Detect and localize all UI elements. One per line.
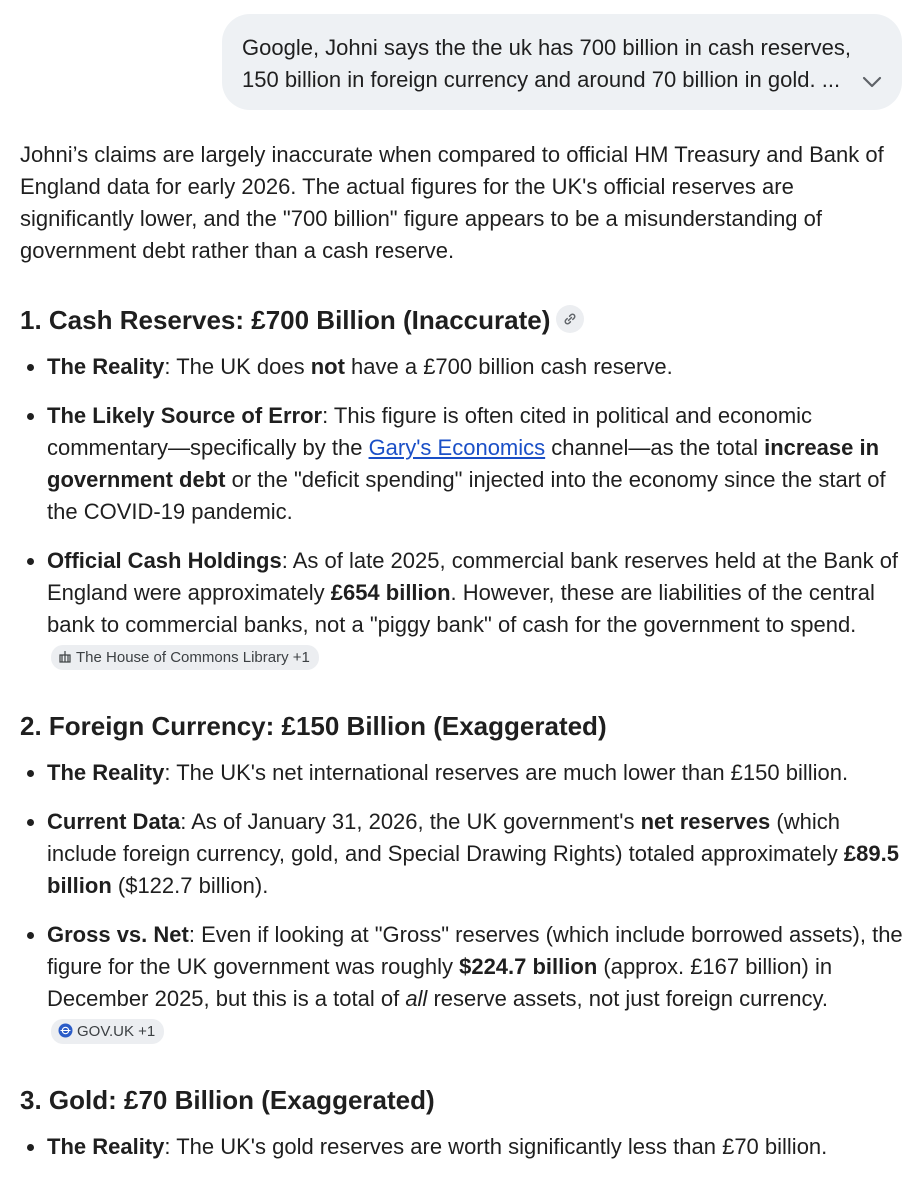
bullet-label: The Reality [47,1134,165,1159]
list-item [47,400,910,528]
ai-answer [20,139,910,1163]
list-item [47,919,910,1047]
section-heading-text: 1. Cash Reserves: £700 Billion (Inaccurate) [20,305,551,335]
bullet-bold: increase in government debt [47,435,880,492]
section-heading-foreign-currency: 2. Foreign Currency: £150 Billion (Exaggerated) [20,711,607,741]
bullet-text: . However, these are liabilities of the central bank to commercial banks, not a "piggy bank" of cash for the government to spend. [47,580,875,637]
bullet-text: ($122.7 billion). [111,873,269,898]
list-item [47,757,910,789]
gold-list [20,1131,910,1163]
link-icon[interactable] [556,305,584,333]
bullet-text: channel—as the total [545,435,765,460]
source-chip-gov-uk[interactable] [51,1019,164,1044]
bullet-text: : The UK does [164,354,311,379]
bullet-label: The Likely Source of Error [47,403,323,428]
bullet-text: reserve assets, not just foreign currency. [427,986,828,1011]
answer-intro: Johni’s claims are largely inaccurate when compared to official HM Treasury and Bank of England data for early 2026. The actual figures for the UK's official reserves are significantly lower, and the "700 billion" figure appears to be a misunderstanding of government debt rather than a cash reserve. [20,142,884,263]
bullet-italic: all [405,986,428,1011]
list-item [47,1131,910,1163]
bullet-label: Official Cash Holdings [47,548,282,573]
bullet-text: or the "deficit spending" injected into the economy since the start of the COVID-19 pandemic. [47,467,886,524]
bullet-bold: not [310,354,345,379]
foreign-currency-list [20,757,910,1047]
source-chip-commons-library[interactable] [51,645,319,670]
list-item [47,351,910,383]
query-line-1: Google, Johni says the the uk has 700 billion in cash reserves, [242,35,852,60]
bullet-bold: net reserves [640,809,771,834]
bullet-text: (approx. £167 billion) in December 2025, but this is a total of [47,954,833,1011]
bullet-text: : As of late 2025, commercial bank reserves held at the Bank of England were approximately [47,548,899,605]
bullet-label: The Reality [47,760,165,785]
section-heading-cash-reserves [20,303,910,337]
user-query-bubble[interactable] [222,14,902,110]
source-chip-label: GOV.UK +1 [77,1023,156,1040]
bullet-label: The Reality [47,354,165,379]
bullet-text: : This figure is often cited in political and economic commentary—specifically by the [47,403,813,460]
parliament-icon [58,649,76,666]
user-query-text [242,32,852,96]
bullet-bold: $224.7 billion [459,954,598,979]
list-item [47,545,910,673]
bullet-text: : The UK's net international reserves are much lower than £150 billion. [164,760,849,785]
garys-economics-link[interactable]: Gary's Economics [368,435,546,460]
bullet-text: : The UK's gold reserves are worth significantly less than £70 billion. [164,1134,828,1159]
source-chip-label: The House of Commons Library +1 [76,649,310,666]
chevron-down-icon[interactable] [860,72,884,92]
bullet-bold: £89.5 billion [47,841,899,898]
bullet-text: (which include foreign currency, gold, and Special Drawing Rights) totaled approximately [47,809,844,866]
query-line-2: 150 billion in foreign currency and around 70 billion in gold. ... [242,67,841,92]
gov-uk-icon [58,1023,77,1040]
list-item [47,806,910,902]
section-heading-gold: 3. Gold: £70 Billion (Exaggerated) [20,1085,435,1115]
bullet-label: Current Data [47,809,181,834]
bullet-bold: £654 billion [330,580,451,605]
bullet-text: : As of January 31, 2026, the UK government's [180,809,641,834]
bullet-text: : Even if looking at "Gross" reserves (which include borrowed assets), the figure for the UK government was roughly [47,922,903,979]
cash-reserves-list [20,351,910,673]
bullet-label: Gross vs. Net [47,922,189,947]
bullet-text: have a £700 billion cash reserve. [344,354,673,379]
